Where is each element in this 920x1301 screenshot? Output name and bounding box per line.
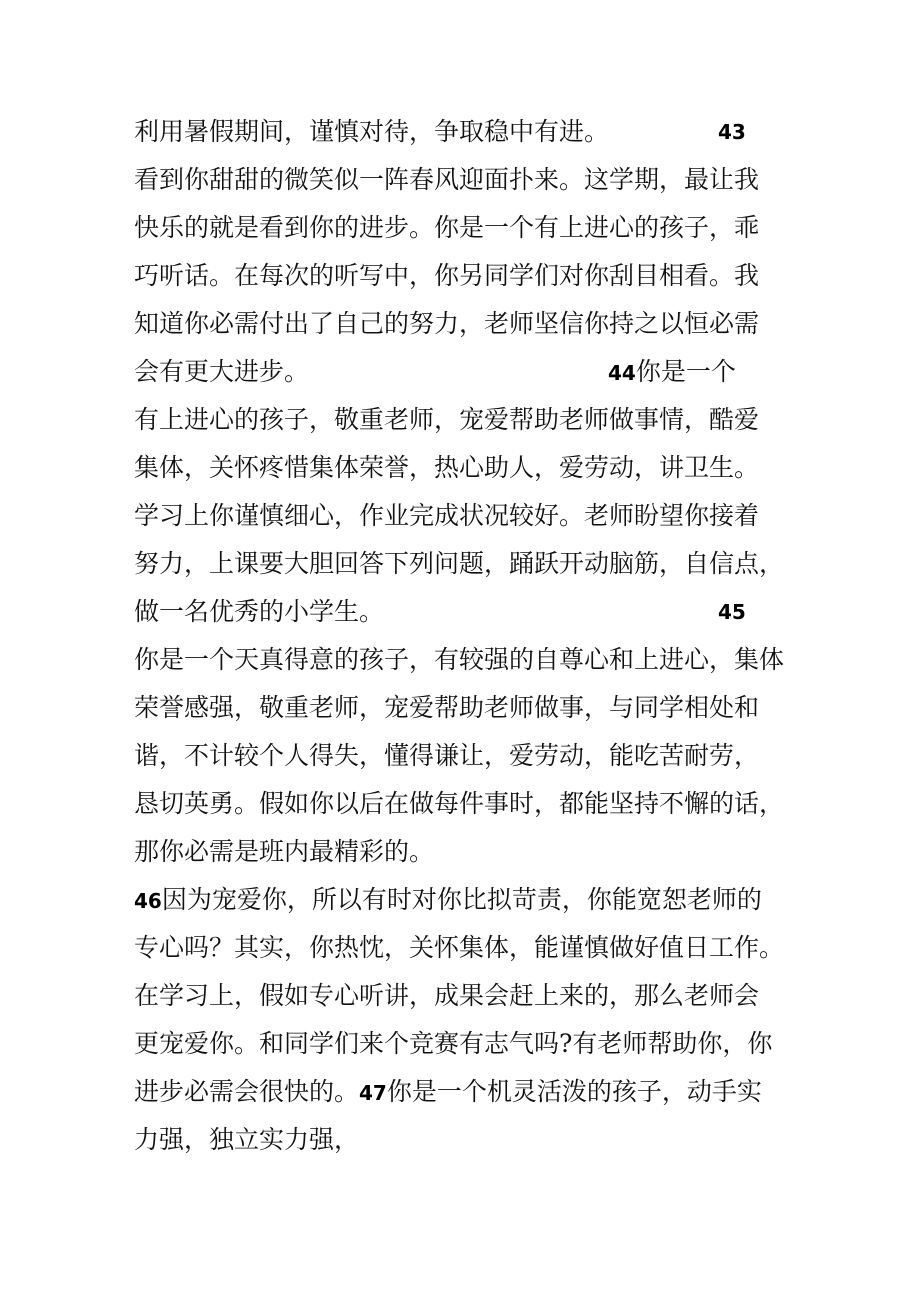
line-text: 你是一个 — [635, 357, 736, 386]
entry-number-43: 43 — [718, 120, 746, 144]
text-line-16 — [134, 828, 434, 876]
line-text: 进步必需会很快的。 — [134, 1077, 360, 1106]
line-text: 你是一个机灵活泼的孩子，动手实 — [386, 1077, 762, 1106]
text-line-17 — [134, 876, 762, 924]
line-text: 巧听话。在每次的听写中，你另同学们对你刮目相看。我 — [134, 261, 760, 290]
text-line-14 — [134, 732, 759, 780]
text-line-9 — [134, 492, 759, 540]
text-line-18 — [134, 924, 784, 972]
line-text: 你是一个天真得意的孩子，有较强的自尊心和上进心，集体 — [134, 645, 785, 674]
text-line-7 — [134, 396, 759, 444]
line-text: 学习上你谨慎细心，作业完成状况较好。老师盼望你接着 — [134, 501, 760, 530]
text-line-3 — [134, 204, 759, 252]
text-line-8 — [134, 444, 759, 492]
line-text: 利用暑假期间，谨慎对待，争取稳中有进。 — [134, 117, 610, 146]
line-text: 荣誉感强，敬重老师，宠爱帮助老师做事，与同学相处和 — [134, 693, 760, 722]
text-line-19 — [134, 972, 759, 1020]
entry-number-47: 47 — [359, 1081, 387, 1105]
text-line-21 — [134, 1068, 762, 1116]
text-line-4 — [134, 252, 759, 300]
text-line-20 — [134, 1020, 772, 1068]
text-line-13 — [134, 684, 759, 732]
line-text: 因为宠爱你，所以有时对你比拟苛责，你能宽恕老师的 — [161, 885, 762, 914]
text-line-5 — [134, 300, 759, 348]
line-text: 那你必需是班内最精彩的。 — [134, 837, 435, 866]
entry-44-start — [608, 348, 736, 396]
text-line-10 — [134, 540, 784, 588]
line-text: 力强，独立实力强， — [134, 1125, 360, 1154]
text-line-12 — [134, 636, 784, 684]
line-text: 更宠爱你。和同学们来个竞赛有志气吗?有老师帮助你，你 — [134, 1029, 773, 1058]
entry-number-45: 45 — [718, 600, 746, 624]
line-text: 恳切英勇。假如你以后在做每件事时，都能坚持不懈的话， — [134, 789, 785, 818]
text-line-15 — [134, 780, 784, 828]
line-text: 有上进心的孩子，敬重老师，宠爱帮助老师做事情，酷爱 — [134, 405, 760, 434]
line-text: 在学习上，假如专心听讲，成果会赶上来的，那么老师会 — [134, 981, 760, 1010]
line-text: 看到你甜甜的微笑似一阵春风迎面扑来。这学期，最让我 — [134, 165, 760, 194]
line-text: 努力，上课要大胆回答下列问题，踊跃开动脑筋，自信点， — [134, 549, 785, 578]
entry-number-44: 44 — [608, 361, 636, 385]
entry-number-46: 46 — [134, 889, 162, 913]
line-text: 专心吗？其实，你热忱，关怀集体，能谨慎做好值日工作。 — [134, 933, 785, 962]
line-text: 谐，不计较个人得失，懂得谦让，爱劳动，能吃苦耐劳， — [134, 741, 760, 770]
text-line-1 — [134, 108, 609, 156]
text-line-6 — [134, 348, 309, 396]
text-line-22 — [134, 1116, 359, 1164]
line-text: 快乐的就是看到你的进步。你是一个有上进心的孩子，乖 — [134, 213, 760, 242]
text-line-11 — [134, 588, 384, 636]
line-text: 集体，关怀疼惜集体荣誉，热心助人，爱劳动，讲卫生。 — [134, 453, 760, 482]
line-text: 会有更大进步。 — [134, 357, 310, 386]
line-text: 知道你必需付出了自己的努力，老师坚信你持之以恒必需 — [134, 309, 760, 338]
line-text: 做一名优秀的小学生。 — [134, 597, 385, 626]
text-line-2 — [134, 156, 759, 204]
